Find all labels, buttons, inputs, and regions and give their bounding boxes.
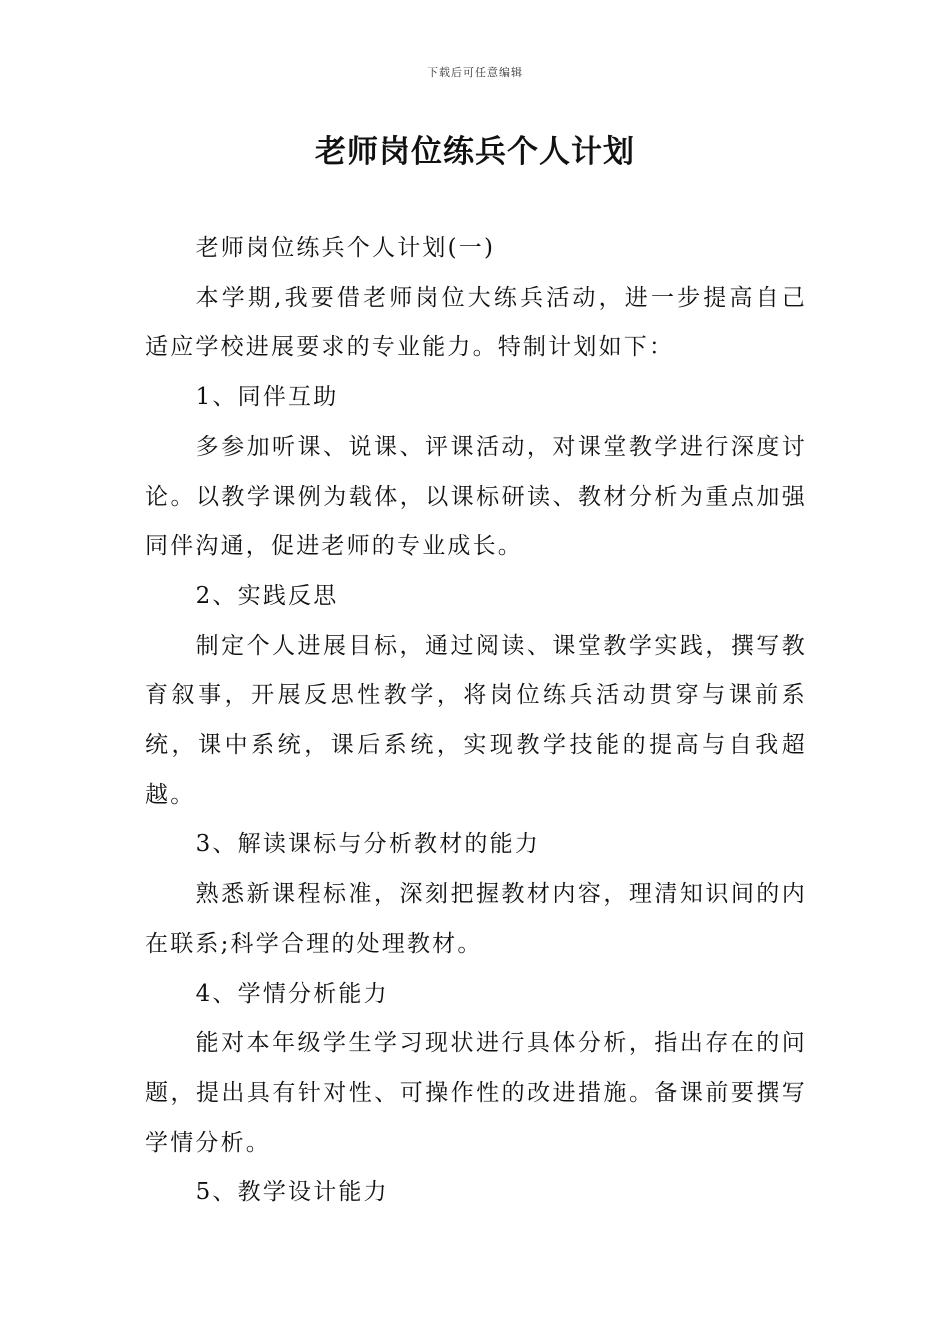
section-heading-1: 1、同伴互助 (195, 384, 339, 411)
document-body (145, 224, 807, 1218)
section-heading-2: 2、实践反思 (195, 582, 339, 609)
paragraph-intro: 本学期,我要借老师岗位大练兵活动，进一步提高自己适应学校进展要求的专业能力。特制计划如下： (145, 284, 807, 361)
paragraph-section-2: 制定个人进展目标，通过阅读、课堂教学实践，撰写教育叙事，开展反思性教学，将岗位练兵活动贯穿与课前系统，课中系统，课后系统，实现教学技能的提高与自我超越。 (145, 632, 807, 808)
paragraph-section-1: 多参加听课、说课、评课活动，对课堂教学进行深度讨论。以教学课例为载体，以课标研读、教材分析为重点加强同伴沟通，促进老师的专业成长。 (145, 433, 807, 560)
section-heading-3: 3、解读课标与分析教材的能力 (195, 831, 541, 858)
header-note: 下载后可任意编辑 (427, 66, 523, 79)
document-title: 老师岗位练兵个人计划 (315, 134, 635, 170)
paragraph-section-4: 能对本年级学生学习现状进行具体分析，指出存在的问题，提出具有针对性、可操作性的改进措施。备课前要撰写学情分析。 (145, 1030, 807, 1156)
paragraph-section-3: 熟悉新课程标准，深刻把握教材内容，理清知识间的内在联系;科学合理的处理教材。 (145, 881, 807, 957)
paragraph-subtitle: 老师岗位练兵个人计划(一) (195, 235, 496, 261)
section-heading-4: 4、学情分析能力 (195, 980, 389, 1007)
section-heading-5: 5、教学设计能力 (195, 1179, 389, 1206)
